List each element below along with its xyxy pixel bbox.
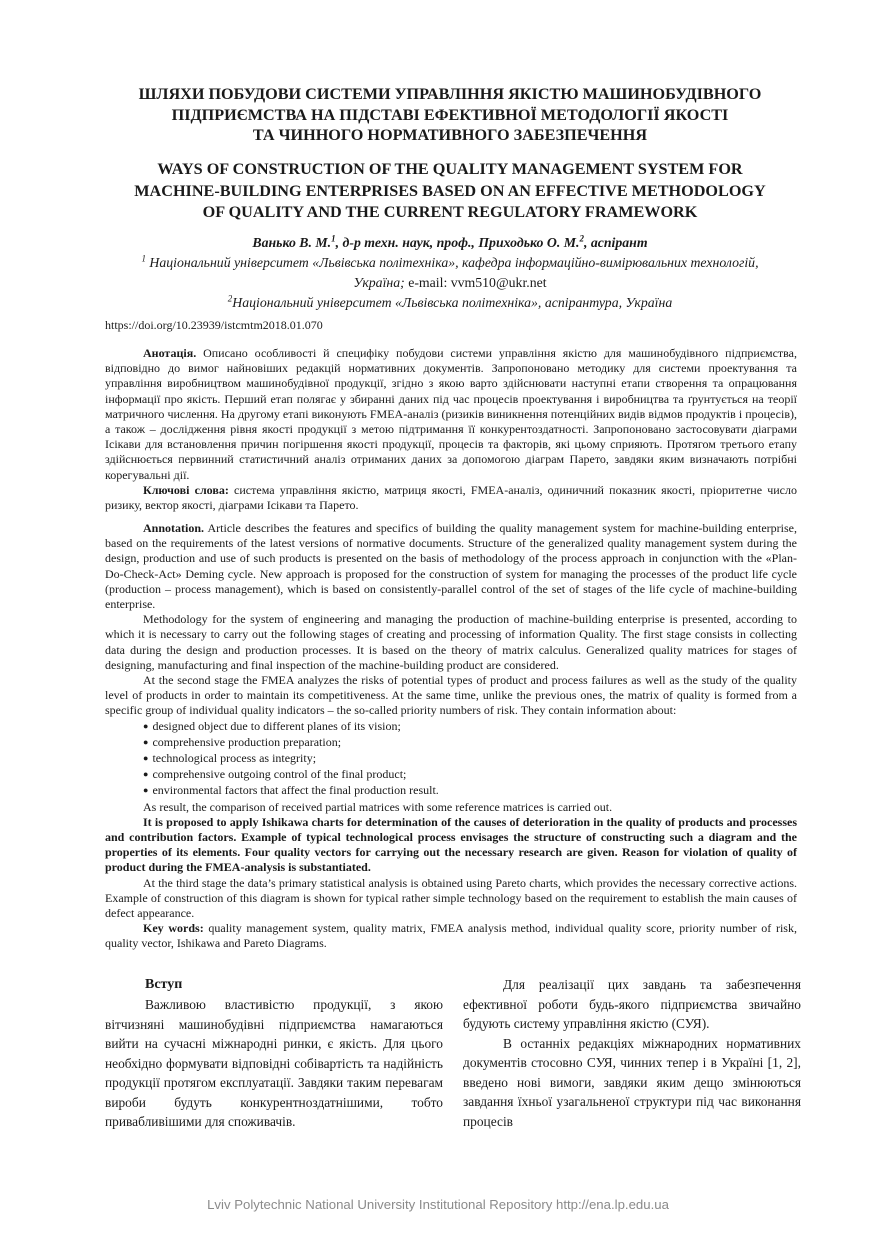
- title-en-line-2: MACHINE-BUILDING ENTERPRISES BASED ON AN EFFECTIVE METHODOLOGY: [134, 181, 766, 200]
- section-heading-intro: Вступ: [145, 977, 183, 992]
- author-2: Приходько О. М.: [478, 235, 580, 250]
- title-uk-line-1: ШЛЯХИ ПОБУДОВИ СИСТЕМИ УПРАВЛІННЯ ЯКІСТЮ МАШИНОБУДІВНОГО: [138, 85, 762, 103]
- author-1: Ванько В. М.: [252, 235, 332, 250]
- affiliation-2: $^2$Національний університет «Львівська політехніка», аспірантура, Україна: [227, 293, 673, 310]
- info-bullet-list: [105, 719, 797, 800]
- bullet-item: ● comprehensive production preparation;: [143, 735, 797, 751]
- bullet-item: ● technological process as integrity;: [143, 751, 797, 767]
- title-en-line-3: OF QUALITY AND THE CURRENT REGULATORY FRAMEWORK: [202, 203, 698, 221]
- bullet-item: ● environmental factors that affect the final production result.: [143, 783, 797, 799]
- authors-block: [100, 233, 800, 313]
- author-line: Ванько В. М.$^1$, д-р техн. наук, проф., Приходько О. М.$^2$, аспірант: [252, 233, 648, 250]
- title-uk-line-3: ТА ЧИННОГО НОРМАТИВНОГО ЗАБЕЗПЕЧЕННЯ: [252, 126, 648, 144]
- email-link[interactable]: vvm510@ukr.net: [450, 275, 547, 290]
- affiliation-1-country: Україна; e-mail: vvm510@ukr.net: [353, 275, 547, 290]
- doi-link[interactable]: https://doi.org/10.23939/istcmtm2018.01.070: [105, 318, 323, 332]
- body-paragraph: В останніх редакціях міжнародних нормативних документів стосовно СУЯ, чинних тепер і в Україні [1, 2], введено нові вимоги, завдяки яким дещо змінюються завдання їхньої узагальненої структури під час виконання процесів: [463, 1035, 801, 1129]
- keywords-uk: Ключові слова: система управління якістю, матриця якості, FMEA-аналіз, одиничний показник якості, пріоритетне число ризику, вектор якості, діаграми Ісікави та Парето.: [105, 482, 797, 513]
- abstract-en-paragraph-5: It is proposed to apply Ishikawa charts for determination of the causes of deterioration in the quality of products and processes and contribution factors. Example of typical technological process envisages the structure of constructing such a diagram and the properties of its elements. Four quality vectors for carrying out the necessary research are given. Reason for violation of quality of product during the FMEA-analysis is substantiated.: [105, 814, 797, 875]
- body-column-left: [105, 975, 443, 1132]
- abstract-en-paragraph-1: Annotation. Article describes the features and specifics of building the quality management system for machine-building enterprise, based on the requirements of the latest versions of normative documents. Structure of the generalized quality management system during the design, production and use of such products is presented on the basis of methodology of the process approach in conjunction with the «Plan-Do-Check-Act» Deming cycle. New approach is proposed for the construction of system for managing the processes of the product life cycle (production – process management), which is based on consistently-parallel control of the set of stages of the life cycle of machine-building enterprise.: [105, 521, 797, 612]
- body-column-right: [463, 975, 801, 1131]
- body-paragraph: Важливою властивістю продукції, з якою вітчизняні машинобудівні підприємства намагаються вийти на сучасні міжнародні ринки, є якість. Для цього необхідно формувати відповідні собівартість та надійність продукції протягом експлуатації. Завдяки таким перевагам вироби будуть конкурентноздатнішими, тобто привабливішими для споживачів.: [105, 997, 443, 1129]
- abstract-en-paragraph-4: As result, the comparison of received partial matrices with some reference matrices is carried out.: [143, 799, 613, 814]
- title-ukrainian: [100, 84, 800, 146]
- title-english: [100, 159, 800, 224]
- affiliation-1: $^1$ Національний університет «Львівська політехніка», кафедра інформаційно-вимірювальних технологій,: [141, 253, 759, 270]
- repository-footer: Lviv Polytechnic National University Institutional Repository http://ena.lp.edu.ua: [207, 1197, 669, 1212]
- abstract-en-paragraph-3: At the second stage the FMEA analyzes the risks of potential types of product and process failures as well as the study of the quality level of products in order to maintain its competitiveness. At the same time, unlike the previous ones, the matrix of quality is formed from a specific group of individual quality indicators – the so-called priority numbers of risk. They contain information about:: [105, 673, 797, 718]
- abstract-en-paragraph-2: Methodology for the system of engineering and managing the production of machine-building enterprise is presented, according to which it is necessary to carry out the following stages of creating and processing of information Quality. The first stage consists in collecting data during the design and production processes. It is based on the theory of matrix calculus. Generalized quality matrices for stages of designing, manufacturing and final inspection of the machine-building product are considered.: [105, 612, 797, 672]
- bullet-item: ● designed object due to different planes of its vision;: [143, 719, 797, 735]
- title-uk-line-2: ПІДПРИЄМСТВА НА ПІДСТАВІ ЕФЕКТИВНОЇ МЕТОДОЛОГІЇ ЯКОСТІ: [171, 105, 729, 124]
- bullet-item: ● comprehensive outgoing control of the final product;: [143, 767, 797, 783]
- abstract-en-paragraph-6: At the third stage the data’s primary statistical analysis is obtained using Pareto charts, which provides the necessary corrective actions. Example of construction of this diagram is shown for typical rather simple technology based on the requirement to establish the main causes of defect appearance.: [105, 875, 797, 921]
- body-paragraph: Для реалізації цих завдань та забезпечення ефективної роботи будь-якого підприємства звичайно будують систему управління якістю (СУЯ).: [463, 977, 801, 1031]
- title-en-line-1: WAYS OF CONSTRUCTION OF THE QUALITY MANAGEMENT SYSTEM FOR: [157, 160, 743, 178]
- keywords-en: Key words: quality management system, quality matrix, FMEA analysis method, individual quality score, priority number of risk, quality vector, Ishikawa and Pareto Diagrams.: [105, 921, 797, 951]
- abstract-ukrainian: [105, 346, 797, 513]
- abstract-uk-paragraph: Анотація. Описано особливості й специфіку побудови системи управління якістю для машинобудівного підприємства, відповідно до вимог найновіших редакцій нормативних документів. Запропоновано методику для системи проектування та управління виробництвом машинобудівної продукції, згідно з якою варто здійснювати наступні етапи створення та опрацювання інформації про якість. Перший етап полягає у збиранні даних під час процесів проектування і виробництва та ґрунтується на теорії матричного числення. На другому етапі виконують FMEA-аналіз (ризиків виникнення потенційних видів відмов продуктів і процесів), а також – дослідження рівня якості продукції з метою підтримання її конкурентоздатності. Запропоновано застосовувати діаграми Ісікави для встановлення причин погіршення якості продукції, процесів та факторів, які цьому сприяють. Протягом третього етапу здійснюється первинний статистичний аналіз отриманих даних за допомогою діаграм Парето, завдяки яким визначають потрібні корегувальні дії.: [105, 346, 797, 482]
- abstract-uk-label: Анотація.: [143, 346, 197, 360]
- abstract-english: [105, 521, 797, 952]
